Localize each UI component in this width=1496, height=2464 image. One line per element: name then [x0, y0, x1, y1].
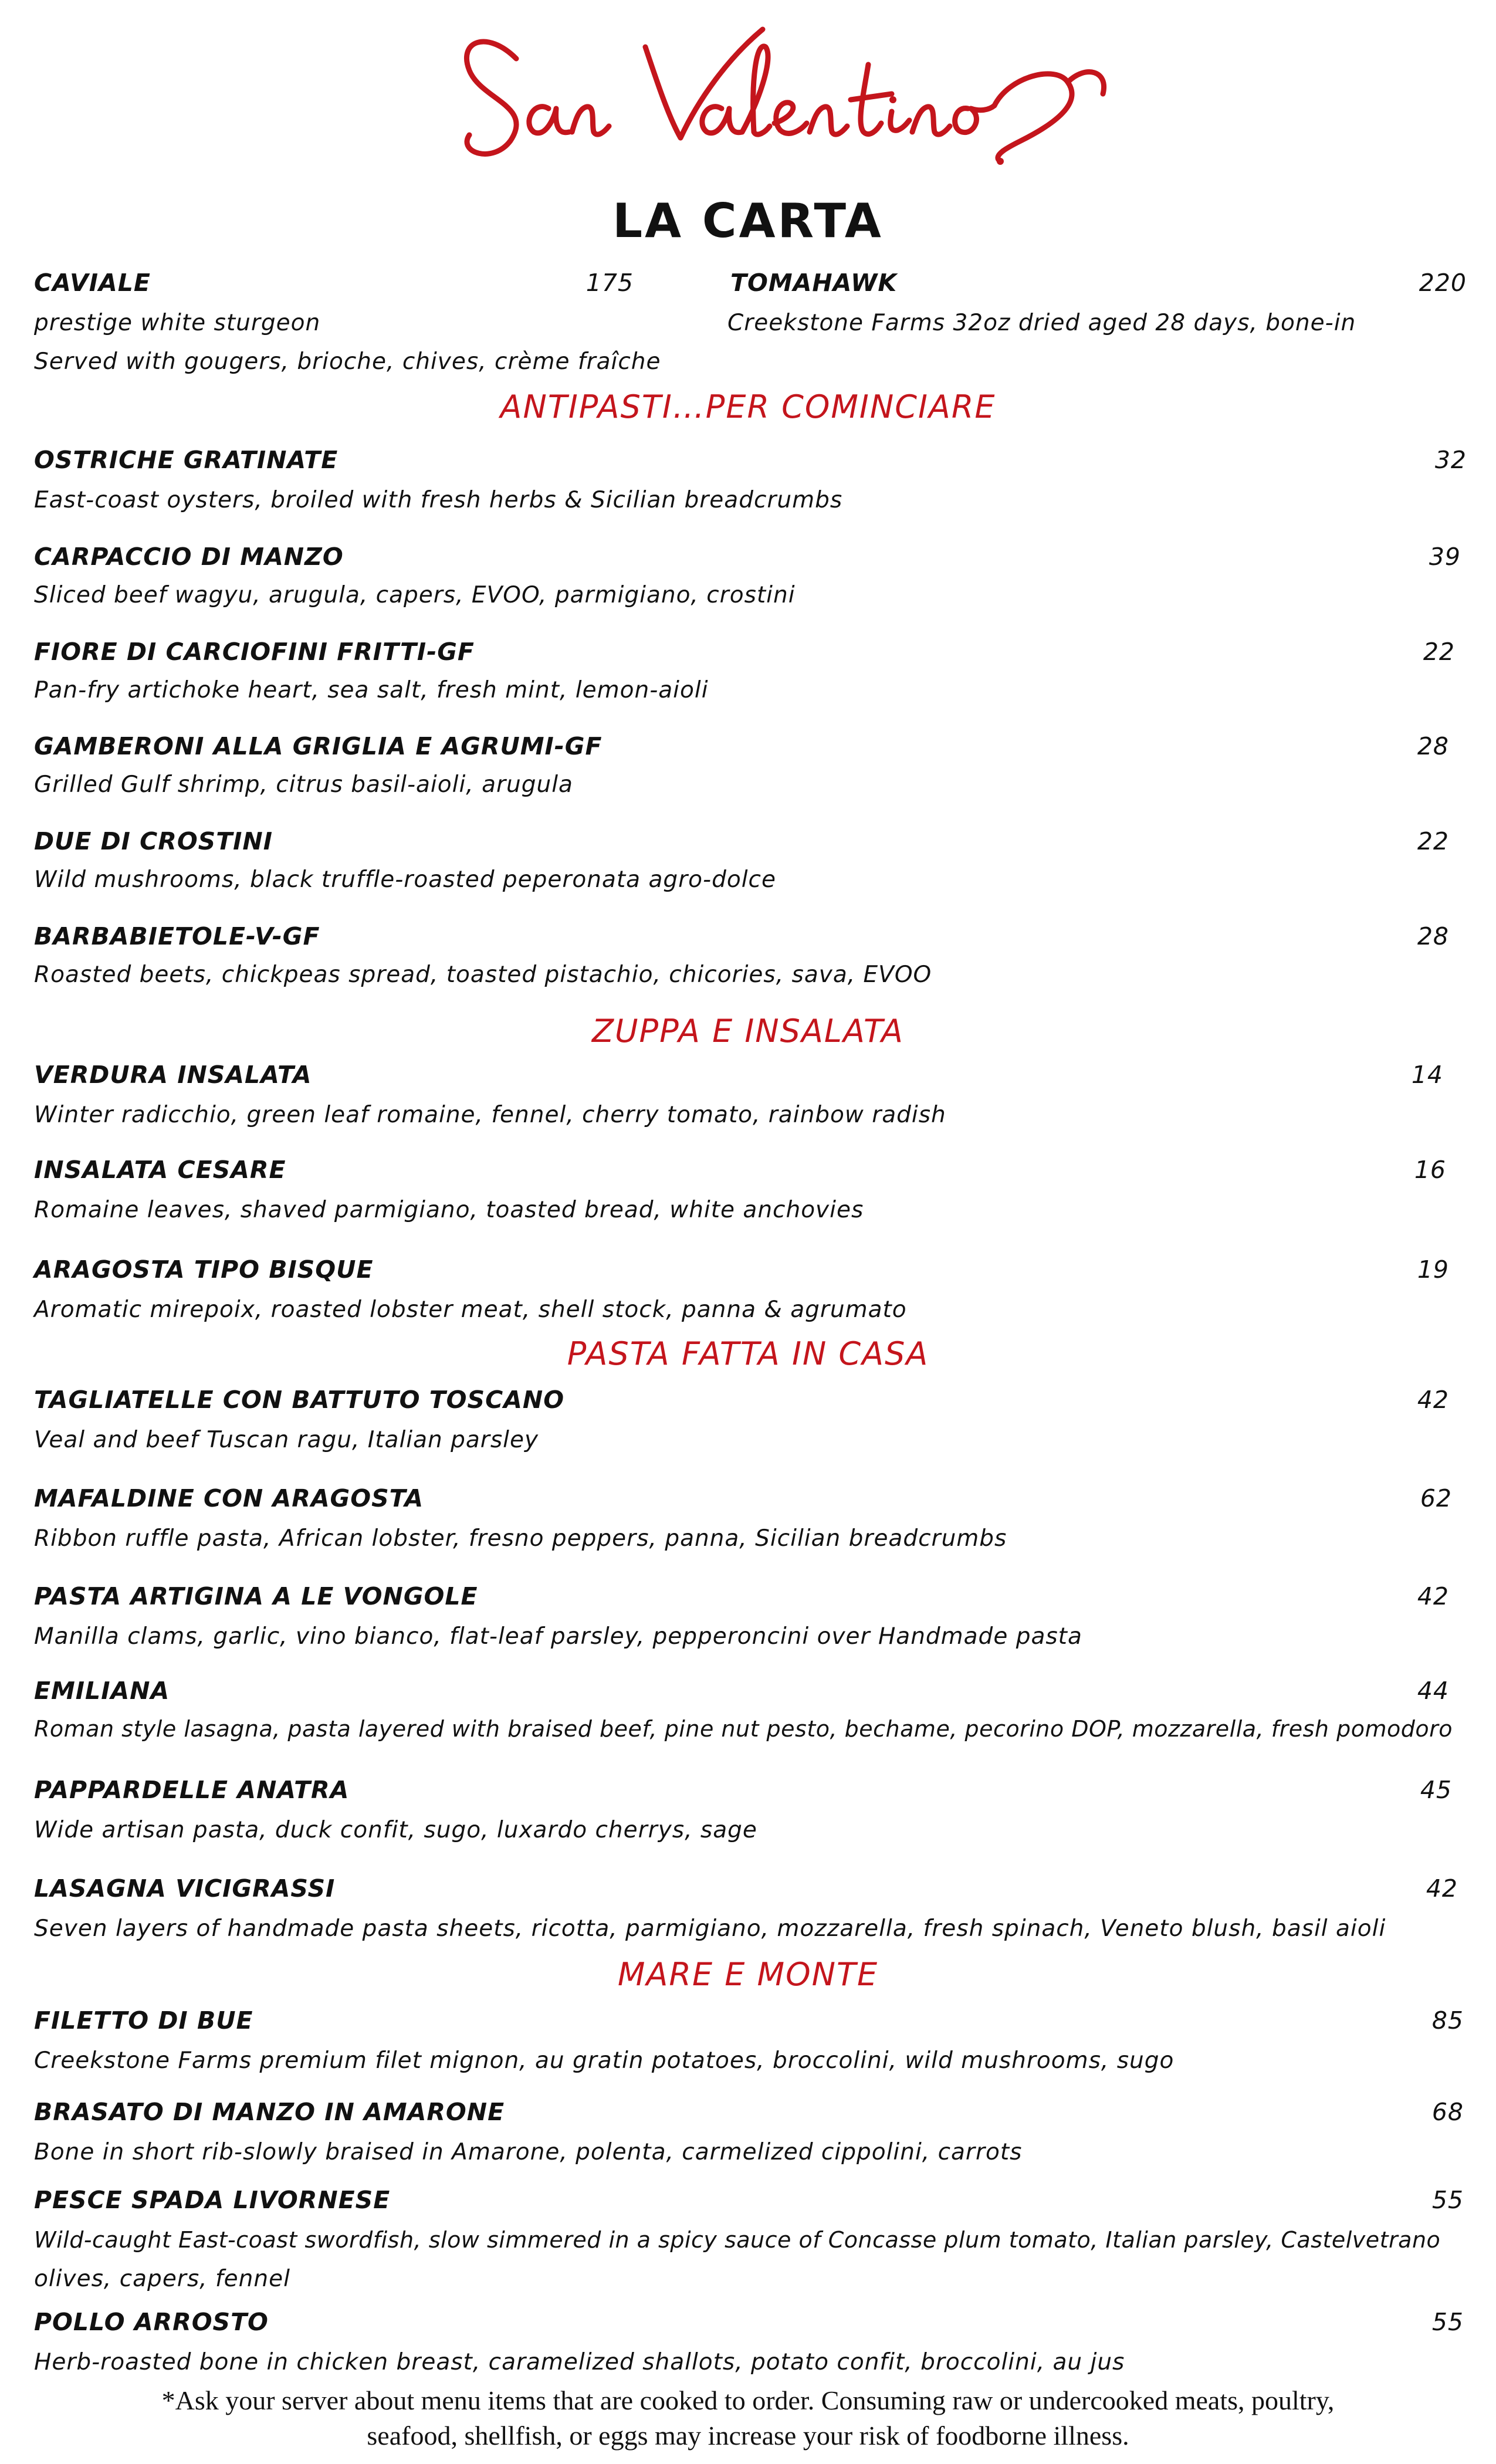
item-price: 42 [1417, 1582, 1449, 1610]
section-title-zuppa: ZUPPA E INSALATA [592, 1013, 904, 1050]
item-name: FILETTO DI BUE [34, 2006, 253, 2035]
item-price: 28 [1417, 732, 1449, 760]
item-desc: Wide artisan pasta, duck confit, sugo, luxardo cherrys, sage [34, 1817, 757, 1843]
item-price: 55 [1431, 2186, 1464, 2214]
item-desc: Wild-caught East-coast swordfish, slow simmered in a spicy sauce of Concasse plum tomato, Italian parsley, Castelvetrano [34, 2227, 1441, 2253]
item-price: 85 [1431, 2006, 1464, 2035]
item-desc: Aromatic mirepoix, roasted lobster meat, shell stock, panna & agrumato [34, 1297, 907, 1323]
item-price: 22 [1417, 827, 1449, 855]
item-price: 42 [1426, 1874, 1458, 1903]
item-price: 19 [1417, 1255, 1449, 1284]
item-name: ARAGOSTA TIPO BISQUE [34, 1255, 374, 1284]
item-name: OSTRICHE GRATINATE [34, 446, 339, 474]
item-desc-continued: olives, capers, fennel [34, 2266, 290, 2292]
item-price: 14 [1411, 1061, 1443, 1089]
item-name-caviale: CAVIALE [34, 269, 151, 297]
item-price: 44 [1417, 1677, 1449, 1705]
item-price: 39 [1429, 543, 1461, 571]
item-name: BARBABIETOLE-V-GF [34, 922, 320, 950]
item-price: 42 [1417, 1386, 1449, 1414]
item-name: LASAGNA VICIGRASSI [34, 1874, 336, 1903]
item-desc: Winter radicchio, green leaf romaine, fennel, cherry tomato, rainbow radish [34, 1102, 946, 1128]
item-name: VERDURA INSALATA [34, 1061, 312, 1089]
item-desc: Romaine leaves, shaved parmigiano, toasted bread, white anchovies [34, 1197, 864, 1223]
item-name: DUE DI CROSTINI [34, 827, 273, 855]
item-name: POLLO ARROSTO [34, 2308, 269, 2336]
section-title-antipasti: ANTIPASTI…PER COMINCIARE [500, 388, 996, 425]
item-price-tomahawk: 220 [1419, 269, 1467, 297]
item-desc: Ribbon ruffle pasta, African lobster, fresno peppers, panna, Sicilian breadcrumbs [34, 1525, 1007, 1552]
item-name: INSALATA CESARE [34, 1156, 286, 1184]
item-desc: Seven layers of handmade pasta sheets, ricotta, parmigiano, mozzarella, fresh spinach, Veneto blush, basil aioli [34, 1915, 1386, 1942]
item-name: PESCE SPADA LIVORNESE [34, 2186, 391, 2214]
item-desc: Sliced beef wagyu, arugula, capers, EVOO, parmigiano, crostini [34, 582, 796, 608]
item-name: MAFALDINE CON ARAGOSTA [34, 1484, 424, 1512]
item-desc: Veal and beef Tuscan ragu, Italian parsley [34, 1427, 539, 1453]
san-valentino-logo [446, 6, 1126, 182]
item-desc: Roman style lasagna, pasta layered with braised beef, pine nut pesto, bechame, pecorino DOP, mozzarella, fresh pomodoro [34, 1716, 1453, 1742]
item-price: 16 [1414, 1156, 1446, 1184]
item-price: 45 [1420, 1776, 1452, 1804]
item-price: 55 [1431, 2308, 1464, 2336]
item-name: BRASATO DI MANZO IN AMARONE [34, 2098, 505, 2126]
item-price: 32 [1434, 446, 1467, 474]
item-desc: Roasted beets, chickpeas spread, toasted pistachio, chicories, sava, EVOO [34, 962, 932, 988]
item-desc: Wild mushrooms, black truffle-roasted peperonata agro-dolce [34, 867, 776, 893]
section-title-pasta: PASTA FATTA IN CASA [567, 1335, 929, 1372]
item-price: 22 [1423, 638, 1455, 666]
footer-line-2: seafood, shellfish, or eggs may increase your risk of foodborne illness. [367, 2421, 1129, 2451]
item-name: EMILIANA [34, 1677, 170, 1705]
item-price: 62 [1420, 1484, 1452, 1512]
item-name: FIORE DI CARCIOFINI FRITTI-GF [34, 638, 475, 666]
item-price-caviale: 175 [585, 269, 634, 297]
item-name: GAMBERONI ALLA GRIGLIA E AGRUMI-GF [34, 732, 603, 760]
item-desc: Grilled Gulf shrimp, citrus basil-aioli, arugula [34, 771, 573, 798]
item-price: 68 [1431, 2098, 1464, 2126]
item-name: TAGLIATELLE CON BATTUTO TOSCANO [34, 1386, 565, 1414]
footer-disclaimer [0, 2383, 1496, 2453]
page-title: LA CARTA [612, 194, 884, 248]
item-desc: Bone in short rib-slowly braised in Amarone, polenta, carmelized cippolini, carrots [34, 2139, 1023, 2165]
item-name: PASTA ARTIGINA A LE VONGOLE [34, 1582, 478, 1610]
item-desc: East-coast oysters, broiled with fresh herbs & Sicilian breadcrumbs [34, 487, 843, 513]
item-name: PAPPARDELLE ANATRA [34, 1776, 350, 1804]
item-price: 28 [1417, 922, 1449, 950]
item-desc: Herb-roasted bone in chicken breast, caramelized shallots, potato confit, broccolini, au jus [34, 2349, 1125, 2375]
section-title-mare-monte: MARE E MONTE [617, 1956, 879, 1993]
item-desc: Creekstone Farms premium filet mignon, au gratin potatoes, broccolini, wild mushrooms, sugo [34, 2047, 1175, 2074]
item-desc-caviale: prestige white sturgeon [34, 310, 321, 336]
footer-line-1: *Ask your server about menu items that are cooked to order. Consuming raw or undercooked meats, poultry, [161, 2385, 1335, 2415]
item-desc: Pan-fry artichoke heart, sea salt, fresh mint, lemon-aioli [34, 677, 709, 703]
item-desc: Manilla clams, garlic, vino bianco, flat-leaf parsley, pepperoncini over Handmade pasta [34, 1623, 1082, 1650]
item-desc2-caviale: Served with gougers, brioche, chives, crème fraîche [34, 348, 661, 375]
item-desc-tomahawk: Creekstone Farms 32oz dried aged 28 days, bone-in [727, 310, 1356, 336]
item-name-tomahawk: TOMAHAWK [730, 269, 898, 297]
item-name: CARPACCIO DI MANZO [34, 543, 344, 571]
